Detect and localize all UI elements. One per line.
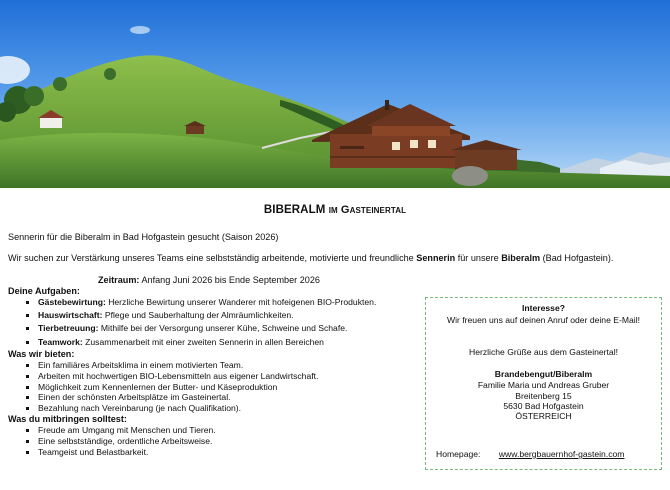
list-item: Möglichkeit zum Kennenlernen der Butter- und Käseproduktion	[26, 382, 318, 393]
list-item	[26, 323, 376, 336]
contact-city: 5630 Bad Hofgastein	[503, 401, 584, 411]
list-item	[26, 337, 376, 350]
homepage-row	[436, 449, 624, 459]
zeitraum-value: Anfang Juni 2026 bis Ende September 2026	[139, 275, 320, 285]
description-highlight: Sennerin	[416, 253, 456, 263]
contact-company: Brandebengut/Biberalm	[494, 369, 593, 379]
task-label: Teamwork:	[38, 336, 83, 347]
task-text: Herzliche Bewirtung unserer Wanderer mit hofeigenen BIO-Produkten.	[105, 297, 377, 307]
list-item: Bezahlung nach Vereinbarung (je nach Qualifikation).	[26, 403, 318, 414]
description-text	[8, 253, 613, 263]
task-label: Hauswirtschaft:	[38, 310, 103, 321]
description-part: für unsere	[455, 253, 502, 263]
offers-heading: Was wir bieten:	[8, 349, 75, 359]
list-item	[26, 310, 376, 323]
task-label: Tierbetreuung:	[38, 323, 99, 334]
list-item	[26, 297, 376, 310]
task-label: Gästebewirtung:	[38, 297, 106, 307]
requirements-list	[26, 425, 216, 457]
tasks-heading: Deine Aufgaben:	[8, 286, 80, 296]
homepage-link[interactable]: www.bergbauernhof-gastein.com	[498, 449, 625, 459]
list-item: Freude am Umgang mit Menschen und Tieren.	[26, 425, 216, 436]
contact-box	[425, 297, 662, 470]
header-photo	[0, 0, 670, 188]
alpine-hut-illustration	[0, 0, 670, 188]
tasks-list	[26, 297, 376, 350]
description-highlight: Biberalm	[501, 253, 541, 263]
task-text: Pflege und Sauberhaltung der Almräumlichkeiten.	[102, 310, 294, 321]
description-part: (Bad Hofgastein).	[540, 253, 614, 263]
list-item: Eine selbstständige, ordentliche Arbeitsweise.	[26, 436, 216, 447]
list-item: Einen der schönsten Arbeitsplätze im Gasteinertal.	[26, 392, 318, 403]
zeitraum	[98, 275, 320, 285]
offers-list	[26, 360, 318, 414]
task-text: Mithilfe bei der Versorgung unserer Kühe, Schweine und Schafe.	[98, 323, 348, 334]
contact-street: Breitenberg 15	[515, 391, 572, 401]
contact-country: ÖSTERREICH	[515, 411, 572, 421]
contact-family: Familie Maria und Andreas Gruber	[477, 380, 610, 390]
description-part: Wir suchen zur Verstärkung unseres Teams eine selbstständig arbeitende, motivierte und freundliche	[8, 253, 417, 263]
title-sub: im Gasteinertal	[328, 204, 407, 216]
contact-greeting: Herzliche Grüße aus dem Gasteinertal!	[468, 347, 619, 357]
list-item: Arbeiten mit hochwertigen BIO-Lebensmitteln aus eigener Landwirtschaft.	[26, 371, 318, 382]
requirements-heading: Was du mitbringen solltest:	[8, 414, 127, 424]
list-item: Teamgeist und Belastbarkeit.	[26, 447, 216, 458]
contact-call: Wir freuen uns auf deinen Anruf oder deine E-Mail!	[447, 315, 640, 325]
task-text: Zusammenarbeit mit einer zweiten Sennerin in allen Bereichen	[82, 336, 324, 347]
zeitraum-label: Zeitraum:	[98, 275, 140, 285]
contact-heading: Interesse?	[522, 303, 565, 313]
title-main: BIBERALM	[263, 204, 326, 216]
list-item: Ein familiäres Arbeitsklima in einem motivierten Team.	[26, 360, 318, 371]
homepage-label: Homepage:	[436, 449, 481, 459]
document-title	[0, 204, 670, 216]
intro-text: Sennerin für die Biberalm in Bad Hofgastein gesucht (Saison 2026)	[8, 232, 279, 242]
